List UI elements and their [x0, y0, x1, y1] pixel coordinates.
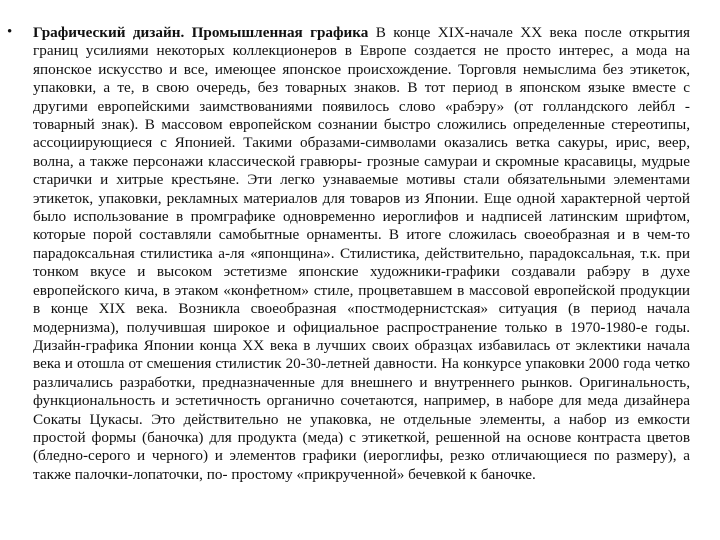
paragraph-title: Графический дизайн. Промышленная графика: [33, 24, 369, 41]
text-paragraph: [33, 24, 690, 484]
bullet-marker: •: [7, 24, 13, 40]
paragraph-body: В конце XIX-начале XX века после открытия границ усилиями некоторых коллекционеров в Европе создается не просто интерес, а мода на японское искусство и все, имеющее японское происхождение. Торговля немыслима без этикеток, упаковки, а те, в свою очередь, без товарных знаков. В тот период в японском языке вместе с другими европейскими заимствованиями появилось слово «рабэру» (от голландского лейбл - товарный знак). В массовом европейском сознании быстро сложились определенные стереотипы, ассоциирующиеся с Японией. Такими образами-символами оказались ветка сакуры, ирис, веер, волна, а также персонажи классической гравюры- грозные самураи и скромные красавицы, мудрые старички и хитрые крестьяне. Эти легко узнаваемые мотивы стали обязательными элементами этикеток, упаковки, рекламных материалов для товаров из Японии. Еще одной характерной чертой было использование в промграфике одновременно иероглифов и надписей латинским шрифтом, которые порой составляли самобытные орнаменты. В итоге сложилась своеобразная и в чем-то парадоксальная стилистика а-ля «японщина». Стилистика, действительно, парадоксальная, т.к. при тонком вкусе и высоком эстетизме японские художники-графики создавали рабэру в духе европейского кича, в этаком «конфетном» стиле, процветавшем в массовой европейской продукции в конце XIX века. Возникла своеобразная «постмодернистская» ситуация (в период начала модернизма), получившая широкое и официальное распространение только в 1970-1980-е годы. Дизайн-графика Японии конца XX века в лучших своих образцах избавилась от эклектики начала века и отошла от смешения стилистик 20-30-летней давности. На конкурсе упаковки 2000 года четко различались разработки, предназначенные для внешнего и внутреннего рынков. Оригинальность, функциональность и эстетичность органично сочетаются, например, в наборе для меда дизайнера Сокаты Цукасы. Это действительно не упаковка, не отдельные элементы, а набор из емкости простой формы (баночка) для продукта (меда) с этикеткой, решенной на основе контраста цветов (бледно-серого и черного) и элементов графики (иероглифы, резко отличающиеся по размеру), а также палочки-лопаточки, по- простому «прикрученной» бечевкой к баночке.: [33, 24, 690, 483]
